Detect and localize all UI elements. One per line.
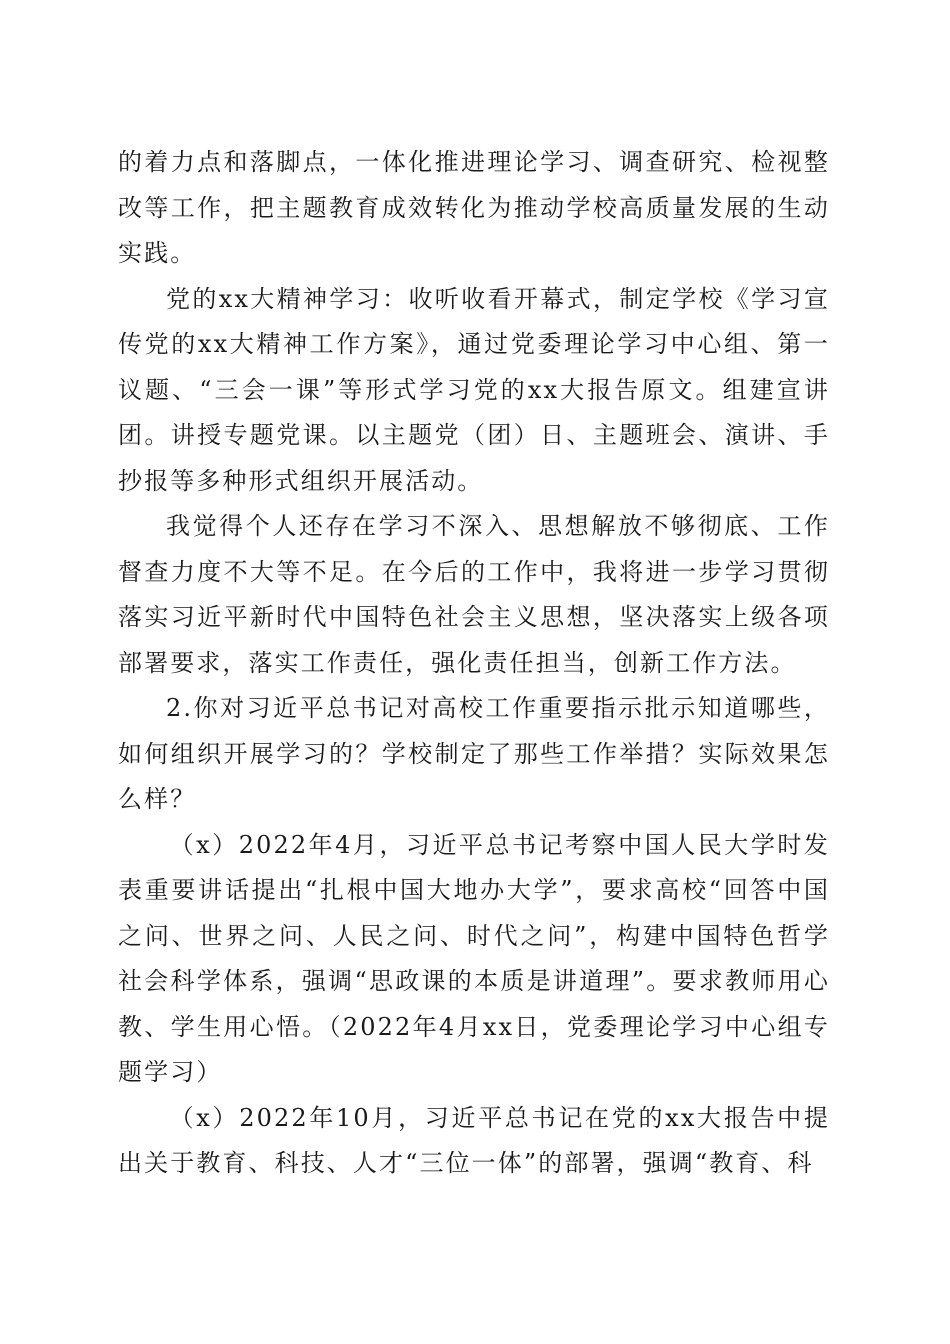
paragraph-item-2022-october: （x）2022年10月，习近平总书记在党的xx大报告中提出关于教育、科技、人才“三位一体”的部署，强调“教育、科 xyxy=(118,1103,830,1177)
document-body xyxy=(118,140,830,1187)
paragraph-continuation: 的着力点和落脚点，一体化推进理论学习、调查研究、检视整改等工作，把主题教育成效转化为推动学校高质量发展的生动实践。 xyxy=(118,148,830,267)
paragraph-item-2022-april: （x）2022年4月，习近平总书记考察中国人民大学时发表重要讲话提出“扎根中国大地办大学”，要求高校“回答中国之问、世界之问、人民之问、时代之问”，构建中国特色哲学社会科学体系，强调“思政课的本质是讲道理”。要求教师用心教、学生用心悟。（2022年4月xx日，党委理论学习中心组专题学习） xyxy=(118,830,830,1086)
paragraph-self-reflection: 我觉得个人还存在学习不深入、思想解放不够彻底、工作督查力度不大等不足。在今后的工作中，我将进一步学习贯彻落实习近平新时代中国特色社会主义思想，坚决落实上级各项部署要求，落实工作责任，强化责任担当，创新工作方法。 xyxy=(118,512,830,677)
paragraph-xx-congress-study: 党的xx大精神学习：收听收看开幕式，制定学校《学习宣传党的xx大精神工作方案》，通过党委理论学习中心组、第一议题、“三会一课”等形式学习党的xx大报告原文。组建宣讲团。讲授专题党课。以主题党（团）日、主题班会、演讲、手抄报等多种形式组织开展活动。 xyxy=(118,284,830,495)
paragraph-question-2: 2.你对习近平总书记对高校工作重要指示批示知道哪些，如何组织开展学习的？学校制定了那些工作举措？实际效果怎么样？ xyxy=(118,694,830,813)
